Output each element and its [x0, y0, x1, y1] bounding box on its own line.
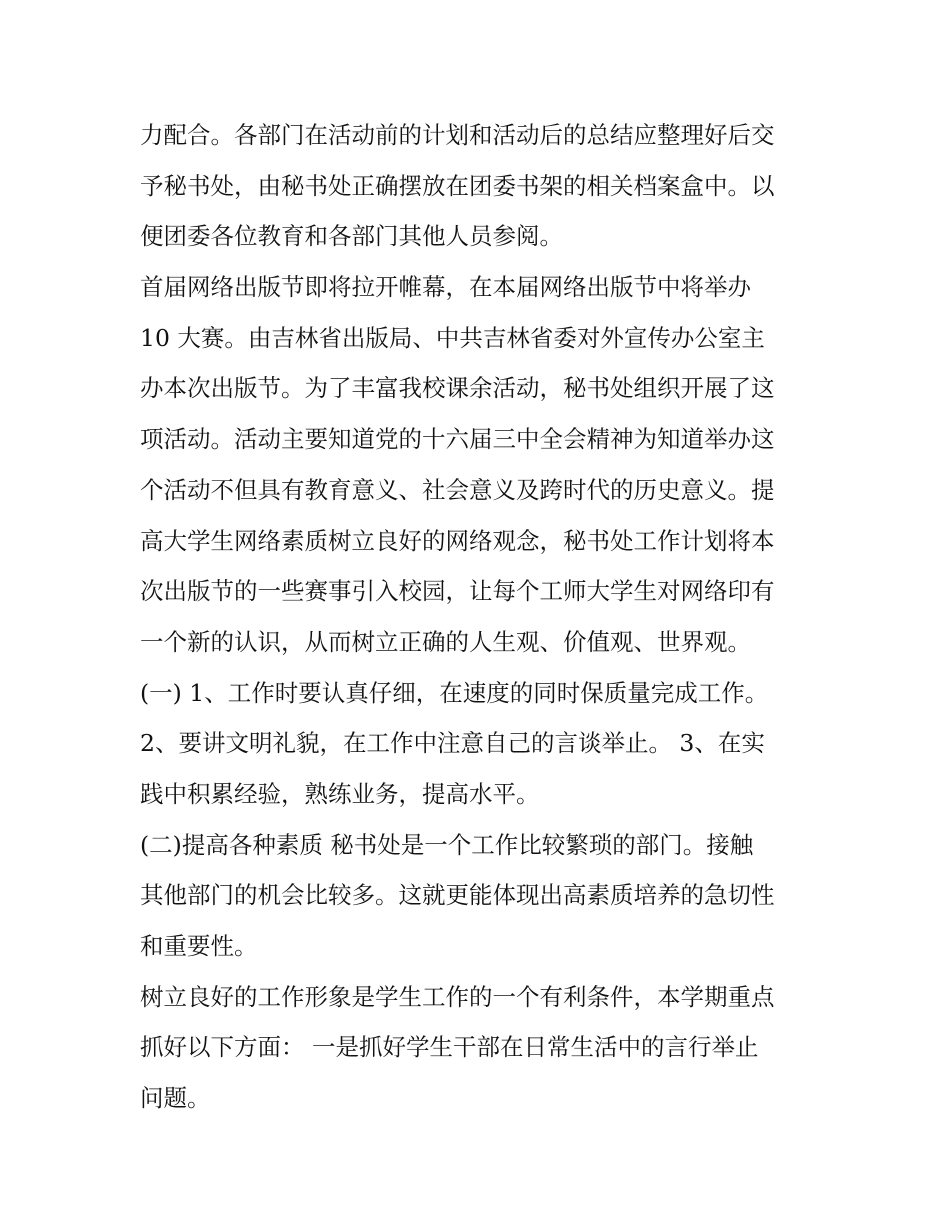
- text-line: 项活动。活动主要知道党的十六届三中全会精神为知道举办这: [140, 425, 775, 454]
- text-line: 首届网络出版节即将拉开帷幕，在本届网络出版节中将举办: [140, 273, 751, 302]
- text-line: 次出版节的一些赛事引入校园，让每个工师大学生对网络印有: [140, 577, 775, 606]
- text-line: (二)提高各种素质 秘书处是一个工作比较繁琐的部门。接触: [140, 830, 754, 859]
- text-line: 高大学生网络素质树立良好的网络观念，秘书处工作计划将本: [140, 526, 775, 555]
- text-line: 便团委各位教育和各部门其他人员参阅。: [140, 222, 563, 251]
- text-line: (一) 1、工作时要认真仔细，在速度的同时保质量完成工作。: [140, 678, 769, 707]
- text-line: 2、要讲文明礼貌，在工作中注意自己的言谈举止。 3、在实: [140, 729, 765, 758]
- text-line: 树立良好的工作形象是学生工作的一个有利条件，本学期重点: [140, 982, 775, 1011]
- text-line: 予秘书处，由秘书处正确摆放在团委书架的相关档案盒中。以: [140, 171, 775, 200]
- text-line: 10 大赛。由吉林省出版局、中共吉林省委对外宣传办公室主: [140, 323, 765, 352]
- body-text: [140, 110, 830, 1124]
- text-line: 践中积累经验，熟练业务，提高水平。: [140, 779, 540, 808]
- text-line: 抓好以下方面： 一是抓好学生干部在日常生活中的言行举止: [140, 1033, 759, 1062]
- text-line: 力配合。各部门在活动前的计划和活动后的总结应整理好后交: [140, 121, 775, 149]
- text-line: 和重要性。: [140, 932, 258, 960]
- text-line: 办本次出版节。为了丰富我校课余活动，秘书处组织开展了这: [140, 374, 775, 403]
- text-line: 其他部门的机会比较多。这就更能体现出高素质培养的急切性: [140, 881, 775, 910]
- text-line: 个活动不但具有教育意义、社会意义及跨时代的历史意义。提: [140, 475, 775, 504]
- text-line: 一个新的认识，从而树立正确的人生观、价值观、世界观。: [140, 627, 751, 656]
- text-line: 问题。: [140, 1084, 211, 1113]
